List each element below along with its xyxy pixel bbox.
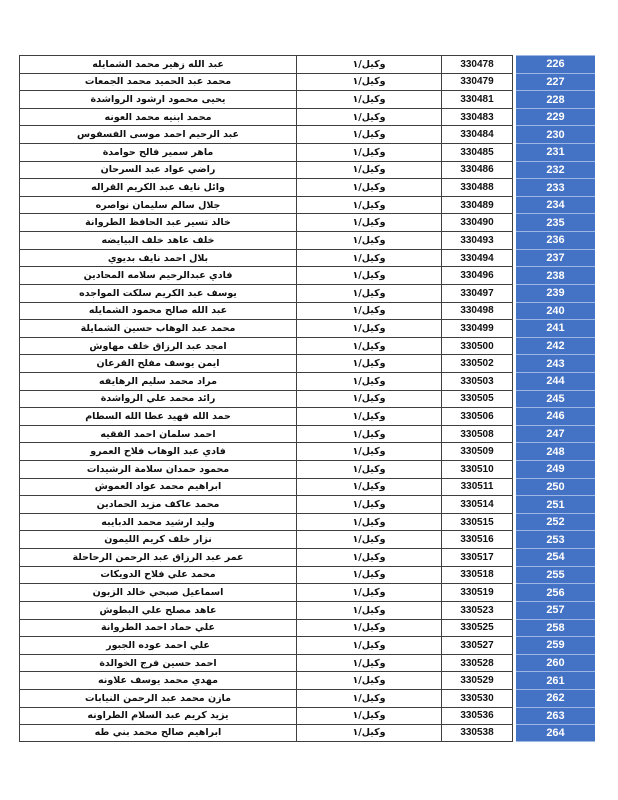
role-cell: وكيل/١ <box>296 390 441 408</box>
role-cell: وكيل/١ <box>296 566 441 584</box>
serial-number-cell: 228 <box>516 90 595 108</box>
role-cell: وكيل/١ <box>296 337 441 355</box>
table-row <box>19 108 599 126</box>
person-name-cell: ايمن يوسف مفلح القرعان <box>19 354 296 372</box>
table-row <box>19 390 599 408</box>
registration-number-cell: 330489 <box>441 196 513 214</box>
role-cell: وكيل/١ <box>296 196 441 214</box>
person-name-cell: عبد الرحيم احمد موسى الفسفوس <box>19 125 296 143</box>
registration-number-cell: 330508 <box>441 425 513 443</box>
table-row <box>19 213 599 231</box>
role-cell: وكيل/١ <box>296 460 441 478</box>
table-row <box>19 707 599 725</box>
registration-number-cell: 330486 <box>441 161 513 179</box>
role-cell: وكيل/١ <box>296 548 441 566</box>
serial-number-cell: 253 <box>516 530 595 548</box>
serial-number-cell: 240 <box>516 302 595 320</box>
role-cell: وكيل/١ <box>296 319 441 337</box>
role-cell: وكيل/١ <box>296 583 441 601</box>
table-row <box>19 601 599 619</box>
serial-number-cell: 233 <box>516 178 595 196</box>
person-name-cell: وليد ارشيد محمد الدبايبه <box>19 513 296 531</box>
registration-number-cell: 330502 <box>441 354 513 372</box>
person-name-cell: محمود حمدان سلامة الرشيدات <box>19 460 296 478</box>
role-cell: وكيل/١ <box>296 249 441 267</box>
person-name-cell: ابراهيم محمد عواد العموش <box>19 478 296 496</box>
role-cell: وكيل/١ <box>296 213 441 231</box>
registration-number-cell: 330523 <box>441 601 513 619</box>
registration-number-cell: 330519 <box>441 583 513 601</box>
serial-number-cell: 244 <box>516 372 595 390</box>
person-name-cell: نزار خلف كريم الليمون <box>19 530 296 548</box>
registration-number-cell: 330494 <box>441 249 513 267</box>
serial-number-cell: 255 <box>516 566 595 584</box>
serial-number-cell: 254 <box>516 548 595 566</box>
person-name-cell: يوسف عبد الكريم سلكت المواجده <box>19 284 296 302</box>
registration-number-cell: 330516 <box>441 530 513 548</box>
serial-number-cell: 261 <box>516 671 595 689</box>
person-name-cell: محمد عاكف مزيد الحمادين <box>19 495 296 513</box>
person-name-cell: اسماعيل صبحي خالد الزبون <box>19 583 296 601</box>
role-cell: وكيل/١ <box>296 108 441 126</box>
table-row <box>19 249 599 267</box>
registration-number-cell: 330496 <box>441 266 513 284</box>
registration-number-cell: 330483 <box>441 108 513 126</box>
table-row <box>19 143 599 161</box>
serial-number-cell: 257 <box>516 601 595 619</box>
serial-number-cell: 235 <box>516 213 595 231</box>
table-row <box>19 478 599 496</box>
person-name-cell: رائد محمد علي الرواشدة <box>19 390 296 408</box>
person-name-cell: خالد تسير عبد الحافظ الطروانة <box>19 213 296 231</box>
person-name-cell: احمد حسين فرج الخوالدة <box>19 654 296 672</box>
person-name-cell: علي حماد احمد الطروانة <box>19 619 296 637</box>
registration-number-cell: 330510 <box>441 460 513 478</box>
serial-number-cell: 248 <box>516 442 595 460</box>
role-cell: وكيل/١ <box>296 619 441 637</box>
person-name-cell: عاهد مصلح علي البطوش <box>19 601 296 619</box>
registration-number-cell: 330488 <box>441 178 513 196</box>
serial-number-cell: 242 <box>516 337 595 355</box>
registration-number-cell: 330528 <box>441 654 513 672</box>
serial-number-cell: 234 <box>516 196 595 214</box>
registration-number-cell: 330490 <box>441 213 513 231</box>
serial-number-cell: 250 <box>516 478 595 496</box>
role-cell: وكيل/١ <box>296 125 441 143</box>
person-name-cell: راضي عواد عبد السرحان <box>19 161 296 179</box>
person-name-cell: علي احمد عوده الجبور <box>19 636 296 654</box>
role-cell: وكيل/١ <box>296 178 441 196</box>
registration-number-cell: 330536 <box>441 707 513 725</box>
person-name-cell: محمد علي فلاح الدويكات <box>19 566 296 584</box>
table-row <box>19 689 599 707</box>
table-row <box>19 530 599 548</box>
registration-number-cell: 330538 <box>441 724 513 742</box>
role-cell: وكيل/١ <box>296 55 441 73</box>
table-row <box>19 724 599 742</box>
role-cell: وكيل/١ <box>296 354 441 372</box>
person-name-cell: مراد محمد سليم الرهايفه <box>19 372 296 390</box>
person-name-cell: عبد الله صالح محمود الشمايله <box>19 302 296 320</box>
role-cell: وكيل/١ <box>296 478 441 496</box>
registration-number-cell: 330500 <box>441 337 513 355</box>
role-cell: وكيل/١ <box>296 601 441 619</box>
role-cell: وكيل/١ <box>296 425 441 443</box>
table-row <box>19 442 599 460</box>
person-name-cell: خلف عاهد خلف البيايضه <box>19 231 296 249</box>
role-cell: وكيل/١ <box>296 671 441 689</box>
table-row <box>19 495 599 513</box>
serial-number-cell: 262 <box>516 689 595 707</box>
role-cell: وكيل/١ <box>296 654 441 672</box>
person-name-cell: محمد ابنيه محمد العونه <box>19 108 296 126</box>
role-cell: وكيل/١ <box>296 372 441 390</box>
registration-number-cell: 330481 <box>441 90 513 108</box>
role-cell: وكيل/١ <box>296 302 441 320</box>
person-name-cell: جلال سالم سليمان نواصره <box>19 196 296 214</box>
person-name-cell: ابراهيم صالح محمد بني طه <box>19 724 296 742</box>
person-name-cell: فادي عبدالرحيم سلامه المحادين <box>19 266 296 284</box>
role-cell: وكيل/١ <box>296 143 441 161</box>
role-cell: وكيل/١ <box>296 495 441 513</box>
table-row <box>19 513 599 531</box>
serial-number-cell: 232 <box>516 161 595 179</box>
registration-number-cell: 330484 <box>441 125 513 143</box>
person-name-cell: مهدي محمد يوسف علاونه <box>19 671 296 689</box>
person-name-cell: حمد الله فهيد عطا الله السطام <box>19 407 296 425</box>
table-row <box>19 671 599 689</box>
serial-number-cell: 256 <box>516 583 595 601</box>
registration-number-cell: 330525 <box>441 619 513 637</box>
table-row <box>19 125 599 143</box>
serial-number-cell: 259 <box>516 636 595 654</box>
role-cell: وكيل/١ <box>296 231 441 249</box>
table-row <box>19 337 599 355</box>
serial-number-cell: 238 <box>516 266 595 284</box>
table-row <box>19 354 599 372</box>
serial-number-cell: 249 <box>516 460 595 478</box>
role-cell: وكيل/١ <box>296 90 441 108</box>
serial-number-cell: 264 <box>516 724 595 742</box>
role-cell: وكيل/١ <box>296 284 441 302</box>
serial-number-cell: 245 <box>516 390 595 408</box>
role-cell: وكيل/١ <box>296 73 441 91</box>
registration-number-cell: 330527 <box>441 636 513 654</box>
person-name-cell: بلال احمد نايف بديوي <box>19 249 296 267</box>
table-row <box>19 231 599 249</box>
table-row <box>19 583 599 601</box>
table-row <box>19 636 599 654</box>
registration-number-cell: 330503 <box>441 372 513 390</box>
registration-number-cell: 330493 <box>441 231 513 249</box>
registration-number-cell: 330498 <box>441 302 513 320</box>
registration-number-cell: 330515 <box>441 513 513 531</box>
table-row <box>19 407 599 425</box>
agents-table <box>19 55 599 742</box>
role-cell: وكيل/١ <box>296 636 441 654</box>
person-name-cell: مازن محمد عبد الرحمن النيابات <box>19 689 296 707</box>
table-row <box>19 90 599 108</box>
registration-number-cell: 330497 <box>441 284 513 302</box>
role-cell: وكيل/١ <box>296 530 441 548</box>
role-cell: وكيل/١ <box>296 161 441 179</box>
serial-number-cell: 258 <box>516 619 595 637</box>
table-row <box>19 55 599 73</box>
serial-number-cell: 239 <box>516 284 595 302</box>
registration-number-cell: 330506 <box>441 407 513 425</box>
serial-number-cell: 260 <box>516 654 595 672</box>
table-row <box>19 619 599 637</box>
serial-number-cell: 247 <box>516 425 595 443</box>
serial-number-cell: 230 <box>516 125 595 143</box>
serial-number-cell: 251 <box>516 495 595 513</box>
serial-number-cell: 241 <box>516 319 595 337</box>
role-cell: وكيل/١ <box>296 689 441 707</box>
person-name-cell: امجد عبد الرزاق خلف مهاوش <box>19 337 296 355</box>
registration-number-cell: 330509 <box>441 442 513 460</box>
registration-number-cell: 330529 <box>441 671 513 689</box>
registration-number-cell: 330485 <box>441 143 513 161</box>
serial-number-cell: 236 <box>516 231 595 249</box>
serial-number-cell: 246 <box>516 407 595 425</box>
person-name-cell: وائل نايف عبد الكريم القراله <box>19 178 296 196</box>
table-row <box>19 425 599 443</box>
table-row <box>19 460 599 478</box>
serial-number-cell: 226 <box>516 55 595 73</box>
serial-number-cell: 229 <box>516 108 595 126</box>
table-row <box>19 566 599 584</box>
person-name-cell: عمر عبد الرزاق عبد الرحمن الرحاحلة <box>19 548 296 566</box>
serial-number-cell: 227 <box>516 73 595 91</box>
role-cell: وكيل/١ <box>296 407 441 425</box>
registration-number-cell: 330530 <box>441 689 513 707</box>
registration-number-cell: 330517 <box>441 548 513 566</box>
table-row <box>19 302 599 320</box>
role-cell: وكيل/١ <box>296 707 441 725</box>
table-row <box>19 284 599 302</box>
serial-number-cell: 231 <box>516 143 595 161</box>
serial-number-cell: 252 <box>516 513 595 531</box>
registration-number-cell: 330499 <box>441 319 513 337</box>
person-name-cell: احمد سلمان احمد الفقيه <box>19 425 296 443</box>
registration-number-cell: 330518 <box>441 566 513 584</box>
person-name-cell: محمد عبد الحميد محمد الجمعات <box>19 73 296 91</box>
serial-number-cell: 243 <box>516 354 595 372</box>
person-name-cell: محمد عبد الوهاب حسين الشمايلة <box>19 319 296 337</box>
registration-number-cell: 330479 <box>441 73 513 91</box>
role-cell: وكيل/١ <box>296 266 441 284</box>
person-name-cell: فادي عبد الوهاب فلاح العمرو <box>19 442 296 460</box>
table-row <box>19 654 599 672</box>
serial-number-cell: 263 <box>516 707 595 725</box>
registration-number-cell: 330505 <box>441 390 513 408</box>
person-name-cell: عبد الله زهير محمد الشمايله <box>19 55 296 73</box>
table-row <box>19 196 599 214</box>
person-name-cell: يزيد كريم عبد السلام الطراونه <box>19 707 296 725</box>
role-cell: وكيل/١ <box>296 724 441 742</box>
role-cell: وكيل/١ <box>296 513 441 531</box>
registration-number-cell: 330478 <box>441 55 513 73</box>
person-name-cell: يحيى محمود ارشود الرواشدة <box>19 90 296 108</box>
table-row <box>19 372 599 390</box>
table-row <box>19 266 599 284</box>
table-row <box>19 161 599 179</box>
table-row <box>19 73 599 91</box>
role-cell: وكيل/١ <box>296 442 441 460</box>
serial-number-cell: 237 <box>516 249 595 267</box>
table-row <box>19 178 599 196</box>
registration-number-cell: 330514 <box>441 495 513 513</box>
registration-number-cell: 330511 <box>441 478 513 496</box>
table-row <box>19 319 599 337</box>
person-name-cell: ماهر سمير فالح حوامدة <box>19 143 296 161</box>
table-row <box>19 548 599 566</box>
